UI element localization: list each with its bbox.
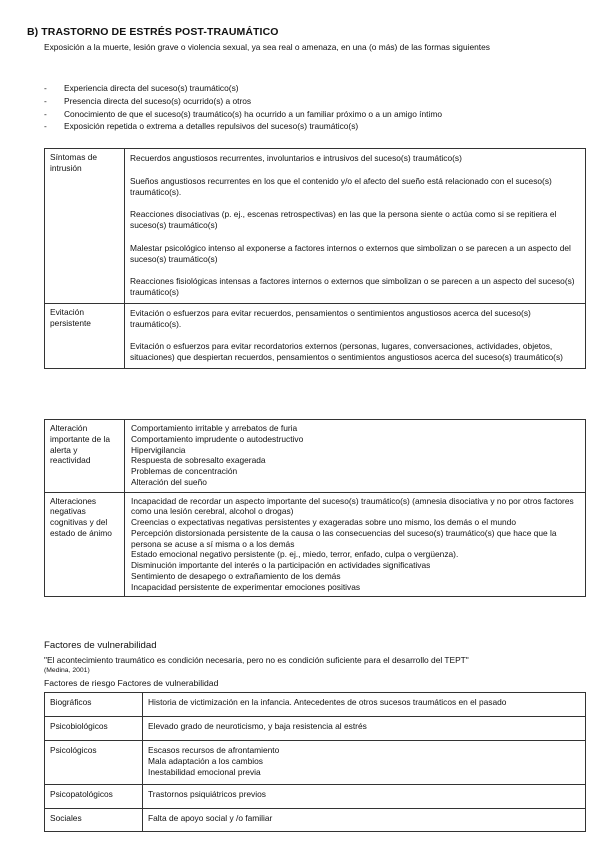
factors-table xyxy=(44,692,586,832)
list-item: - Exposición repetida o extrema a detalles repulsivos del suceso(s) traumático(s) xyxy=(44,121,359,132)
row-label: Sociales xyxy=(45,809,143,832)
row-label: Psicobiológicos xyxy=(45,717,143,741)
citation: (Medina, 2001) xyxy=(44,667,90,674)
row-label: Psicopatológicos xyxy=(45,785,143,809)
row-label: Psicológicos xyxy=(45,741,143,785)
vulnerability-quote: "El acontecimiento traumático es condición necesaria, pero no es condición suficiente para el desarrollo del TEPT" xyxy=(44,655,469,665)
symptoms-table-2 xyxy=(44,419,586,597)
exposure-criteria-list xyxy=(44,83,584,134)
row-content: Trastornos psiquiátricos previos xyxy=(143,785,586,809)
table-row xyxy=(45,492,586,597)
dash-bullet: - xyxy=(44,83,47,93)
table-row xyxy=(45,693,586,717)
row-content: Comportamiento irritable y arrebatos de furia Comportamiento imprudente o autodestructivo Hipervigilancia Respuesta de sobresalto exagerada Problemas de concentración Alteración del sueño xyxy=(125,420,586,493)
factors-table-header: Factores de riesgo Factores de vulnerabilidad xyxy=(44,678,219,688)
row-label: Síntomas de intrusión xyxy=(45,149,125,304)
dash-bullet: - xyxy=(44,95,47,106)
row-content: Incapacidad de recordar un aspecto importante del suceso(s) traumático(s) (amnesia disociativa y no por otros factores como una lesión cerebral, alcohol o drogas) Creencias o expectativas negativas persistentes y exageradas sobre uno mismo, los demás o el mundo Percepción distorsionada persistente de la causa o las consecuencias del suceso(s) traumático(s) que hace que la persona se acuse a sí misma o a los demás Estado emocional negativo persistente (p. ej., miedo, terror, enfado, culpa o vergüenza). Disminución importante del interés o la participación en actividades significativas Sentimiento de desapego o extrañamiento de los demás Incapacidad persistente de experimentar emociones positivas xyxy=(125,492,586,597)
row-content: Falta de apoyo social y /o familiar xyxy=(143,809,586,832)
row-content: Escasos recursos de afrontamiento Mala adaptación a los cambios Inestabilidad emocional previa xyxy=(143,741,586,785)
list-item: - Conocimiento de que el suceso(s) traumático(s) ha ocurrido a un familiar próximo o a un amigo íntimo xyxy=(44,108,442,119)
table-row xyxy=(45,420,586,493)
symptoms-table-1 xyxy=(44,148,586,369)
table-row xyxy=(45,303,586,368)
vulnerability-title: Factores de vulnerabilidad xyxy=(44,640,157,651)
row-label: Alteración importante de la alerta y reactividad xyxy=(45,420,125,493)
table-row xyxy=(45,149,586,304)
row-label: Evitación persistente xyxy=(45,303,125,368)
row-label: Biográficos xyxy=(45,693,143,717)
dash-bullet: - xyxy=(44,108,47,119)
list-item: - Presencia directa del suceso(s) ocurrido(s) a otros xyxy=(44,95,252,106)
table-row xyxy=(45,785,586,809)
row-content: Evitación o esfuerzos para evitar recuerdos, pensamientos o sentimientos angustiosos acerca del suceso(s) traumático(s). Evitación o esfuerzos para evitar recordatorios externos (personas, lugares, conversaciones, actividades, objetos, situaciones) que despiertan recuerdos, pensamientos o sentimientos angustiosos acerca del suceso(s) traumático(s) xyxy=(125,303,586,368)
table-row xyxy=(45,717,586,741)
table-row xyxy=(45,741,586,785)
row-content: Historia de victimización en la infancia. Antecedentes de otros sucesos traumáticos en el pasado xyxy=(143,693,586,717)
row-label: Alteraciones negativas cognitivas y del estado de ánimo xyxy=(45,492,125,597)
table-row xyxy=(45,809,586,832)
row-content: Recuerdos angustiosos recurrentes, involuntarios e intrusivos del suceso(s) traumático(s) Sueños angustiosos recurrentes en los que el contenido y/o el afecto del sueño está relacionado con el suceso(s) traumático(s). Reacciones disociativas (p. ej., escenas retrospectivas) en las que la persona siente o actúa como si se repitiera el suceso(s) traumático(s) Malestar psicológico intenso al exponerse a factores internos o externos que simbolizan o se parecen a un aspecto del suceso(s) traumático(s) Reacciones fisiológicas intensas a factores internos o externos que simbolizan o se parecen a un aspecto del suceso(s) traumático(s) xyxy=(125,149,586,304)
list-item: - Experiencia directa del suceso(s) traumático(s) xyxy=(44,83,239,93)
section-heading: B) TRASTORNO DE ESTRÉS POST-TRAUMÁTICO xyxy=(27,26,279,38)
dash-bullet: - xyxy=(44,121,47,132)
row-content: Elevado grado de neuroticismo, y baja resistencia al estrés xyxy=(143,717,586,741)
section-intro: Exposición a la muerte, lesión grave o violencia sexual, ya sea real o amenaza, en una (o más) de las formas siguientes xyxy=(44,42,490,52)
